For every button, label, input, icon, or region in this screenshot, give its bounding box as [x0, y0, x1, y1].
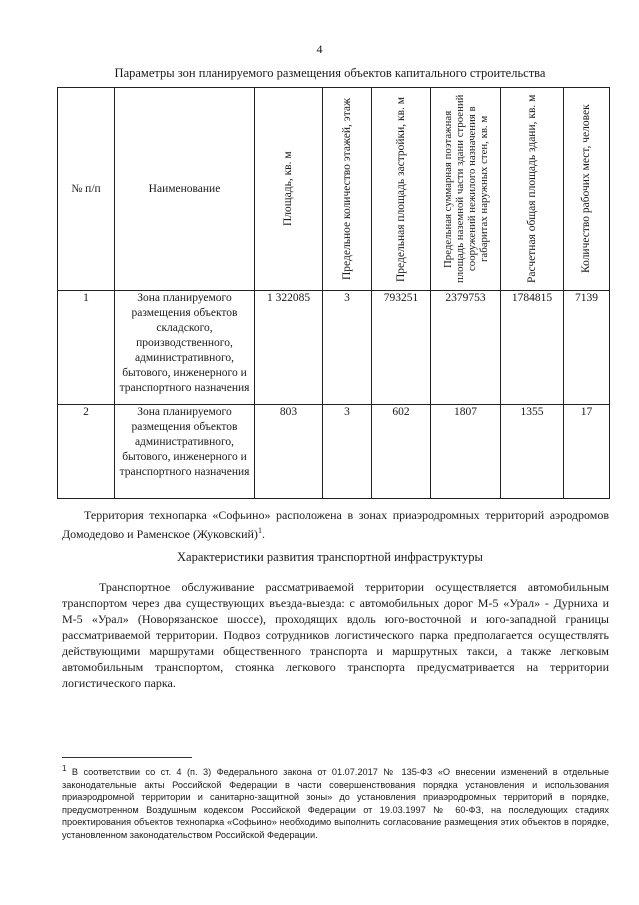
- row-num: 2: [58, 405, 115, 499]
- header-name: Наименование: [115, 88, 255, 291]
- row-workplaces: 17: [564, 405, 610, 499]
- header-floors: Предельное количество этажей, этаж: [323, 88, 372, 291]
- header-total-area: Расчетная общая площадь здани, кв. м: [501, 88, 564, 291]
- row-name: Зона планируемого размещения объектов административного, бытового, инженерного и транспортного назначения: [115, 405, 255, 499]
- footnote-ref: 1: [257, 526, 262, 535]
- row-num: 1: [58, 291, 115, 405]
- transport-paragraph: Транспортное обслуживание рассматриваемой территории осуществляется автомобильным транспортом через два существующих въезда-выезда: с автомобильных дорог М-5 «Урал» - Дурниха и М-5 «Урал» (Новорязанское шоссе), проходящих вдоль юго-восточной и юго-западной границы рассматриваемой территории. Подвоз сотрудников логистического парка предполагается осуществлять действующими маршрутами общественного транспорта и маршрутных такси, а также легковым автомобильным транспортом, стоянка легкового транспорта предусматривается на территории логистического парка.: [62, 580, 609, 690]
- row-floor-area: 2379753: [431, 291, 501, 405]
- header-build-area: Предельная площадь застройки, кв. м: [372, 88, 431, 291]
- parameters-table: [57, 87, 610, 499]
- table-row: [58, 291, 610, 405]
- row-floor-area: 1807: [431, 405, 501, 499]
- table-row: [58, 405, 610, 499]
- footnote: $^1$ В соответствии со ст. 4 (п. 3) Федерального закона от 01.07.2017 № 135-ФЗ «О внесении изменений в отдельные законодательные акты Российской Федерации в части совершенствования порядка установления и использования приаэродромной территории и санитарно-защитной зоны» до установления приаэродромных территорий в порядке, предусмотренном Воздушным кодексом Российской Федерации от 19.03.1997 № 60-ФЗ, на последующих стадиях проектирования объектов технопарка «Софьино» необходимо выполнить согласование размещения этих объектов в порядке, установленном законодательством Российской Федерации.: [62, 764, 609, 840]
- header-floor-area: Предельная суммарная поэтажная площадь наземной части здани строений сооружений нежилого назначения в габаритах наружных стен, кв. м: [431, 88, 501, 291]
- table-title: Параметры зон планируемого размещения объектов капитального строительства: [114, 66, 546, 80]
- footnote-divider: [62, 757, 192, 758]
- row-area: 1 322085: [255, 291, 323, 405]
- row-build-area: 793251: [372, 291, 431, 405]
- section-title: Характеристики развития транспортной инфраструктуры: [177, 550, 483, 564]
- row-workplaces: 7139: [564, 291, 610, 405]
- row-area: 803: [255, 405, 323, 499]
- row-floors: 3: [323, 405, 372, 499]
- footnote-marker: 1: [62, 764, 67, 773]
- airfield-paragraph: Территория технопарка «Софьино» расположена в зонах приаэродромных территорий аэродромов Домодедово и Раменское (Жуковский)$^1$.: [62, 508, 609, 541]
- row-floors: 3: [323, 291, 372, 405]
- row-total-area: 1355: [501, 405, 564, 499]
- row-name: Зона планируемого размещения объектов складского, производственного, административного, бытового, инженерного и транспортного назначения: [115, 291, 255, 405]
- row-total-area: 1784815: [501, 291, 564, 405]
- row-build-area: 602: [372, 405, 431, 499]
- header-area: Площадь, кв. м: [255, 88, 323, 291]
- header-num: № п/п: [58, 88, 115, 291]
- table-header-row: [58, 88, 610, 291]
- page-number: 4: [316, 42, 323, 56]
- header-workplaces: Количество рабочих мест, человек: [564, 88, 610, 291]
